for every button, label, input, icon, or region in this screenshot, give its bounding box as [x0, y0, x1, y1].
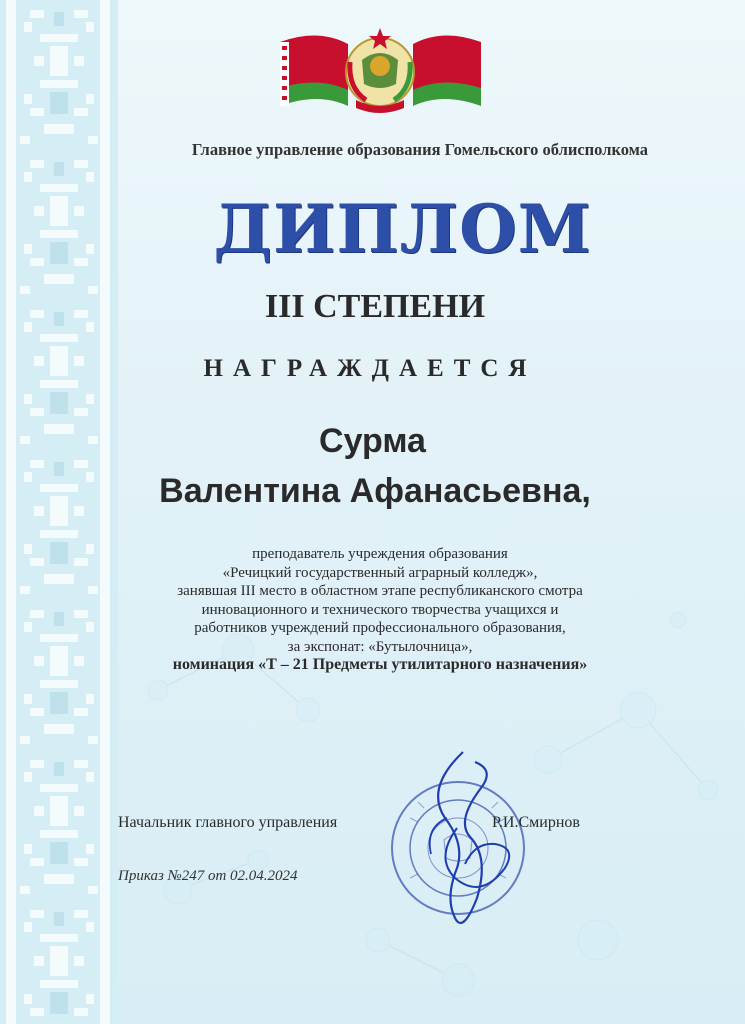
state-emblem-icon [278, 22, 483, 118]
signature-icon [385, 748, 525, 948]
organization-name: Главное управление образования Гомельского облисполкома [191, 140, 649, 159]
diploma-title: ДИПЛОМ [213, 190, 592, 268]
description-line: «Речицкий государственный аграрный колледж», [222, 564, 538, 581]
order-reference: Приказ №247 от 02.04.2024 [118, 868, 298, 884]
recipient-surname: Сурма [319, 422, 426, 460]
ornament-border [0, 0, 118, 1024]
description-line: преподаватель учреждения образования [252, 546, 508, 562]
signatory-name: Р.И.Смирнов [492, 814, 580, 831]
awarded-label: НАГРАЖДАЕТСЯ [203, 355, 537, 382]
ornament-pattern-icon [0, 0, 118, 1024]
description-line: инновационного и технического творчества учащихся и [201, 601, 559, 618]
description-line: работников учреждений профессионального образования, [194, 620, 566, 636]
description-line: занявшая III место в областном этапе республиканского смотра [177, 583, 583, 599]
award-description [115, 545, 645, 675]
diploma-degree: III СТЕПЕНИ [264, 288, 486, 325]
description-line: за экспонат: «Бутылочница», [287, 638, 473, 655]
recipient-given-names: Валентина Афанасьевна, [159, 472, 591, 510]
signatory-title: Начальник главного управления [118, 814, 338, 831]
nomination-line: номинация «Т – 21 Предметы утилитарного назначения» [172, 656, 588, 673]
